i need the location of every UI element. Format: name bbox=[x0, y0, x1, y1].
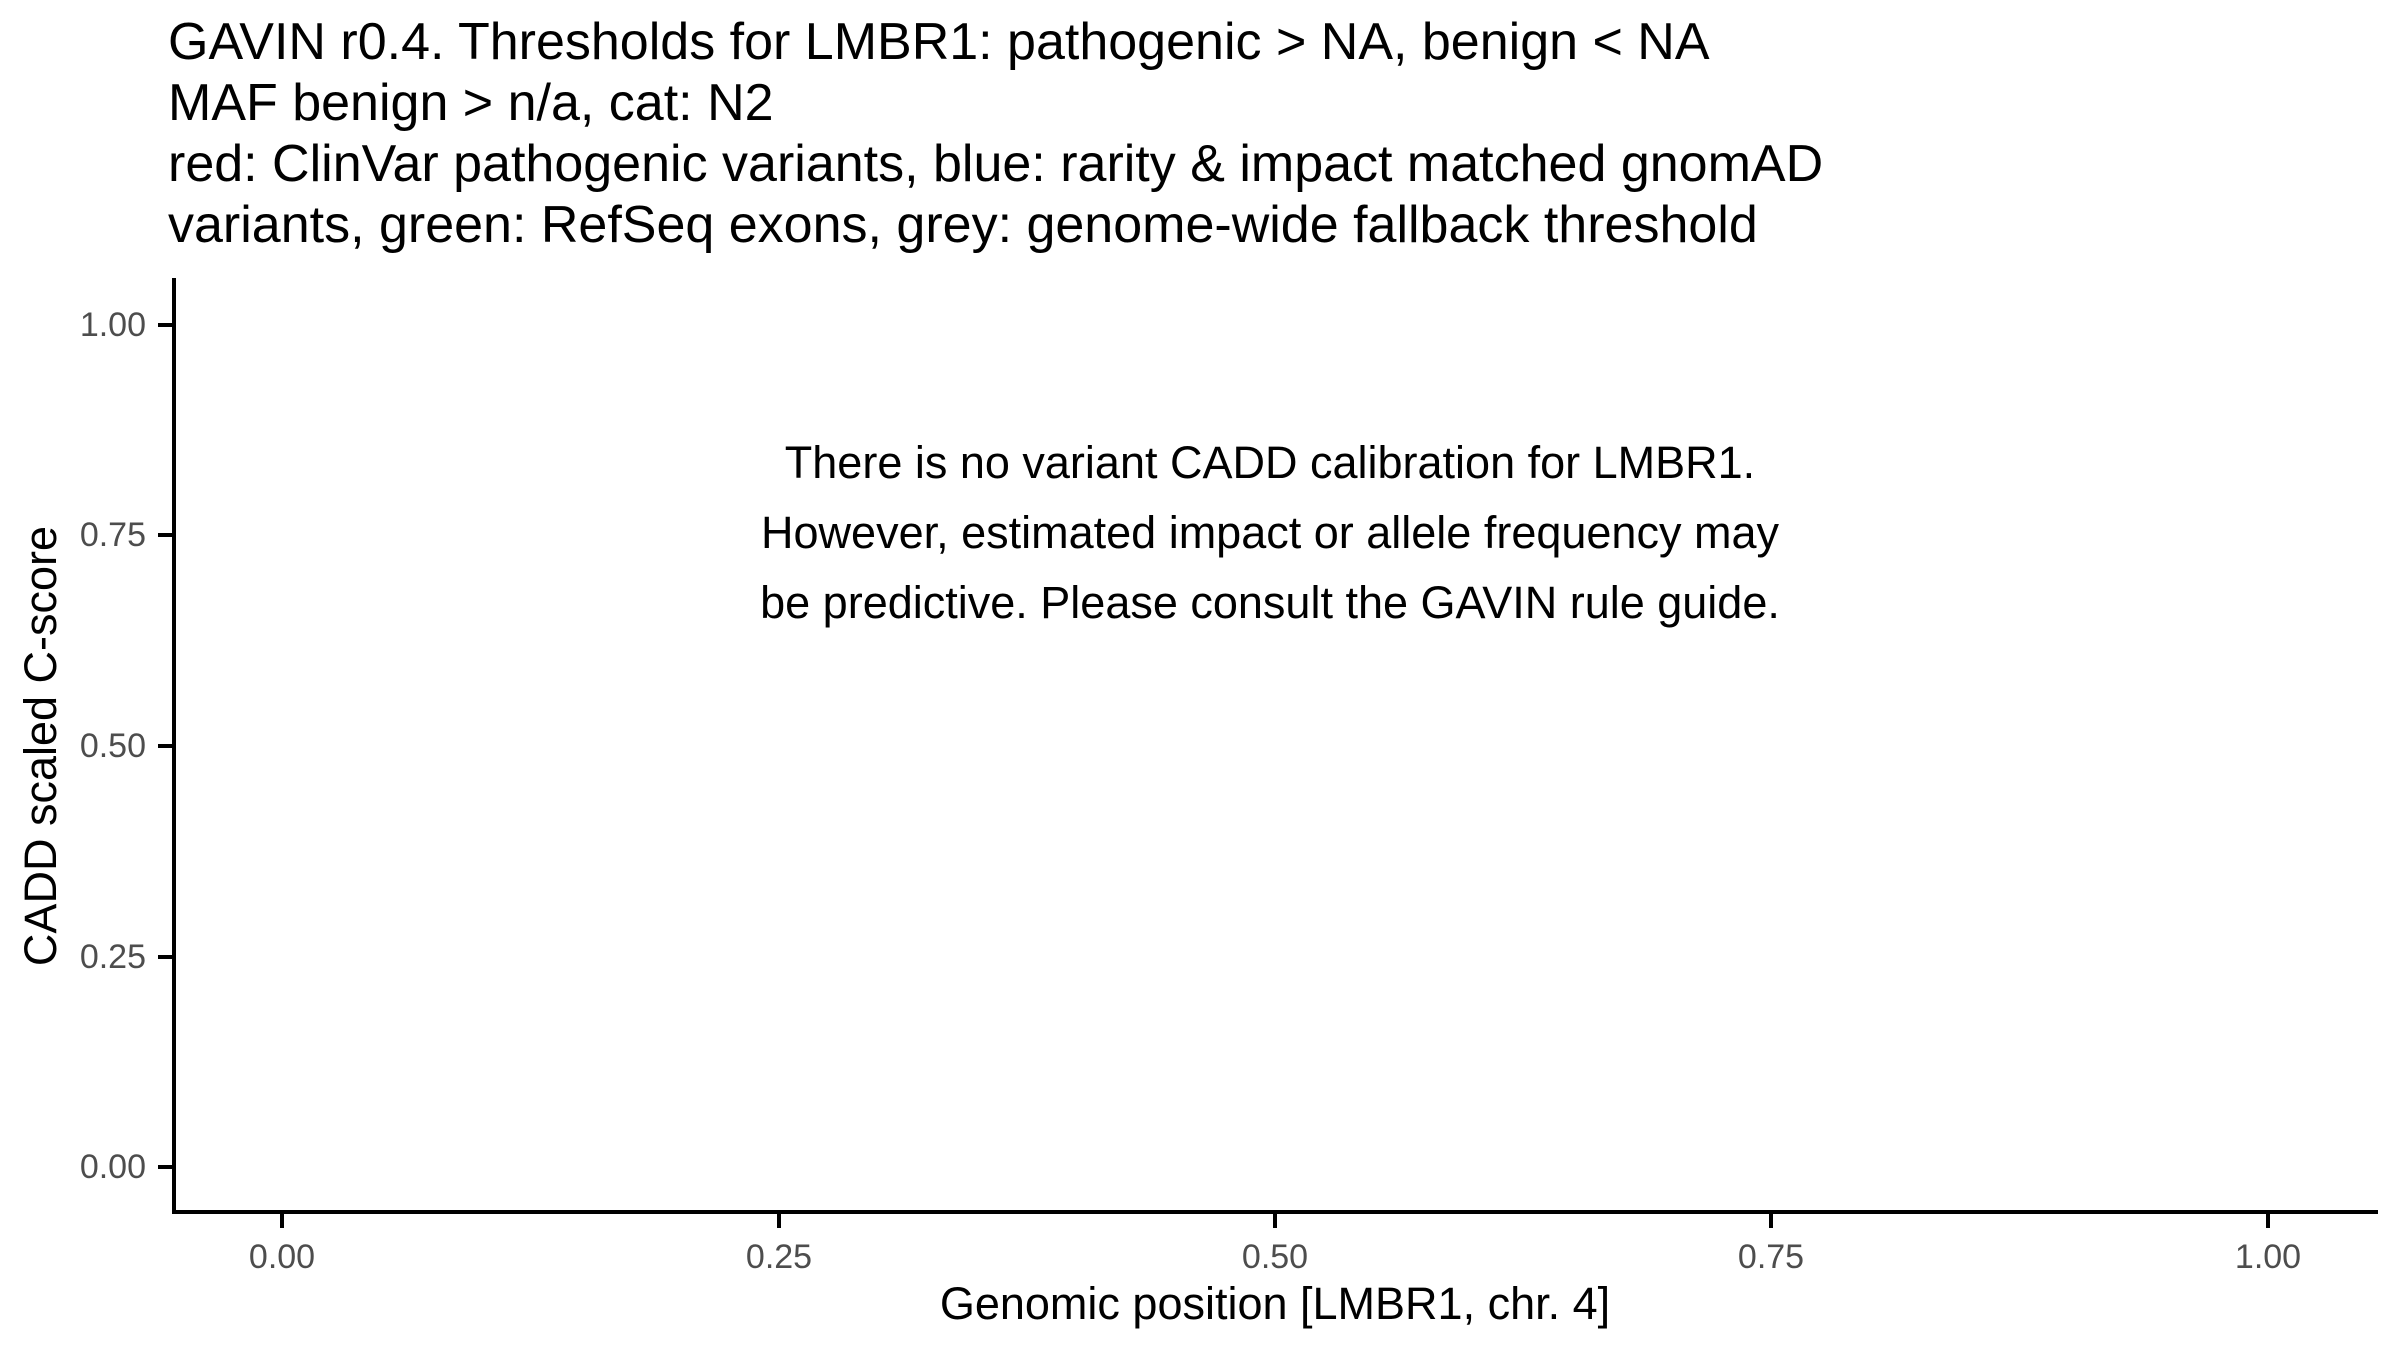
y-axis-tick-mark bbox=[158, 533, 172, 537]
x-axis-tick-label: 0.25 bbox=[745, 1238, 813, 1276]
y-axis-tick-label: 0.75 bbox=[79, 516, 146, 554]
y-axis-tick-label: 0.25 bbox=[79, 938, 146, 976]
x-axis-tick-label: 1.00 bbox=[2234, 1238, 2302, 1276]
x-axis-tick-mark bbox=[280, 1214, 284, 1228]
x-axis-tick-label: 0.00 bbox=[248, 1238, 316, 1276]
plot-annotation-line-1: There is no variant CADD calibration for LMBR1. bbox=[784, 437, 1756, 488]
y-axis-tick-label: 1.00 bbox=[79, 306, 146, 344]
chart-title-line-3: red: ClinVar pathogenic variants, blue: rarity & impact matched gnomAD bbox=[168, 135, 1824, 193]
chart-title-line-2: MAF benign > n/a, cat: N2 bbox=[168, 74, 774, 132]
y-axis-tick-mark bbox=[158, 955, 172, 959]
chart-title bbox=[168, 12, 1823, 256]
chart-title-line-4: variants, green: RefSeq exons, grey: genome-wide fallback threshold bbox=[168, 196, 1758, 254]
x-axis-tick-mark bbox=[2266, 1214, 2270, 1228]
x-axis-tick-mark bbox=[777, 1214, 781, 1228]
y-axis-tick-label: 0.50 bbox=[79, 727, 146, 765]
y-axis-tick-mark bbox=[158, 323, 172, 327]
chart-title-line-1: GAVIN r0.4. Thresholds for LMBR1: pathogenic > NA, benign < NA bbox=[168, 13, 1710, 71]
x-axis-tick-label: 0.50 bbox=[1241, 1238, 1309, 1276]
x-axis-tick-mark bbox=[1273, 1214, 1277, 1228]
y-axis-tick-label: 0.00 bbox=[79, 1148, 146, 1186]
x-axis-title: Genomic position [LMBR1, chr. 4] bbox=[939, 1278, 1611, 1329]
x-axis-tick-label: 0.75 bbox=[1737, 1238, 1805, 1276]
plot-annotation-line-2: However, estimated impact or allele frequency may bbox=[761, 507, 1779, 558]
y-axis-tick-mark bbox=[158, 1165, 172, 1169]
y-axis-tick-mark bbox=[158, 744, 172, 748]
x-axis-tick-mark bbox=[1769, 1214, 1773, 1228]
y-axis-title: CADD scaled C-score bbox=[15, 525, 66, 967]
plot-annotation-line-3: be predictive. Please consult the GAVIN rule guide. bbox=[760, 577, 1780, 628]
plot-annotation bbox=[270, 428, 2270, 638]
plot-panel bbox=[172, 278, 2378, 1214]
